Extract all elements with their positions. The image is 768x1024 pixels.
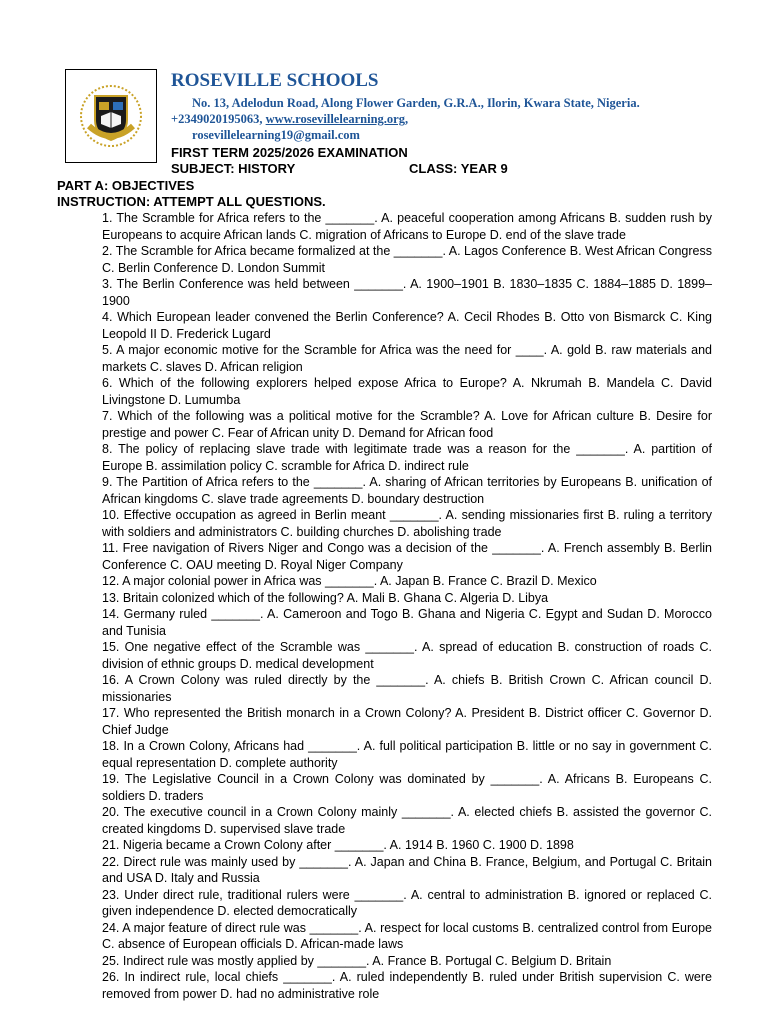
question-item: 6. Which of the following explorers helped expose Africa to Europe? A. Nkrumah B. Mandela C. David Livingstone D. Lumumba	[102, 376, 712, 407]
question-item: 23. Under direct rule, traditional rulers were _______. A. central to administration B. ignored or replaced C. given independence D. elected democratically	[102, 887, 712, 918]
question-item: 12. A major colonial power in Africa was _______. A. Japan B. France C. Brazil D. Mexico	[102, 574, 597, 588]
website-link[interactable]: www.rosevillelearning.org	[265, 112, 405, 126]
question-item: 13. Britain colonized which of the following? A. Mali B. Ghana C. Algeria D. Libya	[102, 590, 549, 605]
school-logo-frame	[65, 69, 157, 163]
instruction-text: INSTRUCTION: ATTEMPT ALL QUESTIONS.	[57, 194, 326, 209]
question-item: 26. In indirect rule, local chiefs _______. A. ruled independently B. ruled under British supervision C. were removed from power D. had no administrative role	[102, 970, 712, 1001]
question-item: 9. The Partition of Africa refers to the _______. A. sharing of African territories by Europeans B. unification of African kingdoms C. slave trade agreements D. boundary destruction	[102, 475, 712, 506]
question-item: 16. A Crown Colony was ruled directly by the _______. A. chiefs B. British Crown C. African council D. missionaries	[102, 673, 712, 704]
part-heading: PART A: OBJECTIVES	[57, 178, 195, 193]
contact-line	[171, 112, 408, 127]
question-item: 5. A major economic motive for the Scramble for Africa was the need for ____. A. gold B. raw materials and markets C. slaves D. African religion	[102, 343, 712, 374]
question-item: 19. The Legislative Council in a Crown Colony was dominated by _______. A. Africans B. Europeans C. soldiers D. traders	[102, 772, 712, 803]
school-address: No. 13, Adelodun Road, Along Flower Garden, G.R.A., Ilorin, Kwara State, Nigeria.	[192, 96, 640, 110]
question-item: 4. Which European leader convened the Berlin Conference? A. Cecil Rhodes B. Otto von Bismarck C. King Leopold II D. Frederick Lugard	[102, 310, 712, 341]
website-suffix: ,	[404, 112, 409, 126]
question-item: 20. The executive council in a Crown Colony mainly _______. A. elected chiefs B. assisted the governor C. created kingdoms D. supervised slave trade	[102, 805, 712, 836]
phone-number: +2349020195063,	[171, 112, 263, 126]
question-item: 17. Who represented the British monarch in a Crown Colony? A. President B. District officer C. Governor D. Chief Judge	[102, 706, 712, 737]
question-item: 11. Free navigation of Rivers Niger and Congo was a decision of the _______. A. French assembly B. Berlin Conference C. OAU meeting D. Royal Niger Company	[102, 541, 712, 572]
school-crest-logo	[75, 80, 147, 152]
question-item: 3. The Berlin Conference was held between _______. A. 1900–1901 B. 1830–1835 C. 1884–1885 D. 1899–1900	[102, 277, 712, 308]
question-item: 15. One negative effect of the Scramble was _______. A. spread of education B. construction of roads C. division of ethnic groups D. medical development	[102, 640, 712, 671]
question-item: 7. Which of the following was a political motive for the Scramble? A. Love for African culture B. Desire for prestige and power C. Fear of African unity D. Demand for African food	[102, 409, 712, 440]
question-item: 18. In a Crown Colony, Africans had _______. A. full political participation B. little or no say in government C. equal representation D. complete authority	[102, 739, 712, 770]
question-item: 22. Direct rule was mainly used by _______. A. Japan and China B. France, Belgium, and Portugal C. Britain and USA D. Italy and Russia	[102, 854, 712, 885]
question-item: 1. The Scramble for Africa refers to the _______. A. peaceful cooperation among Africans B. sudden rush by Europeans to acquire African lands C. migration of Africans to Europe D. end of the slave trade	[102, 211, 712, 242]
question-item: 10. Effective occupation as agreed in Berlin meant _______. A. sending missionaries first B. ruling a territory with soldiers and administrators C. building churches D. abolishing trade	[102, 508, 712, 539]
question-item: 24. A major feature of direct rule was _______. A. respect for local customs B. centralized control from Europe C. absence of European officials D. African-made laws	[102, 920, 712, 951]
question-item: 8. The policy of replacing slave trade with legitimate trade was a reason for the _______. A. partition of Europe B. assimilation policy C. scramble for Africa D. indirect rule	[102, 442, 712, 473]
school-email: rosevillelearning19@gmail.com	[192, 128, 360, 142]
school-name: ROSEVILLE SCHOOLS	[171, 70, 379, 91]
question-item: 21. Nigeria became a Crown Colony after _______. A. 1914 B. 1960 C. 1900 D. 1898	[102, 838, 574, 852]
question-item: 14. Germany ruled _______. A. Cameroon and Togo B. Ghana and Nigeria C. Egypt and Sudan D. Morocco and Tunisia	[102, 607, 712, 638]
exam-term-title: FIRST TERM 2025/2026 EXAMINATION	[171, 145, 408, 160]
exam-class: CLASS: YEAR 9	[409, 161, 508, 176]
exam-subject: SUBJECT: HISTORY	[171, 161, 296, 176]
questions-list	[102, 210, 712, 1002]
question-item: 25. Indirect rule was mostly applied by _______. A. France B. Portugal C. Belgium D. Britain	[102, 953, 612, 968]
question-item: 2. The Scramble for Africa became formalized at the _______. A. Lagos Conference B. West African Congress C. Berlin Conference D. London Summit	[102, 244, 712, 275]
